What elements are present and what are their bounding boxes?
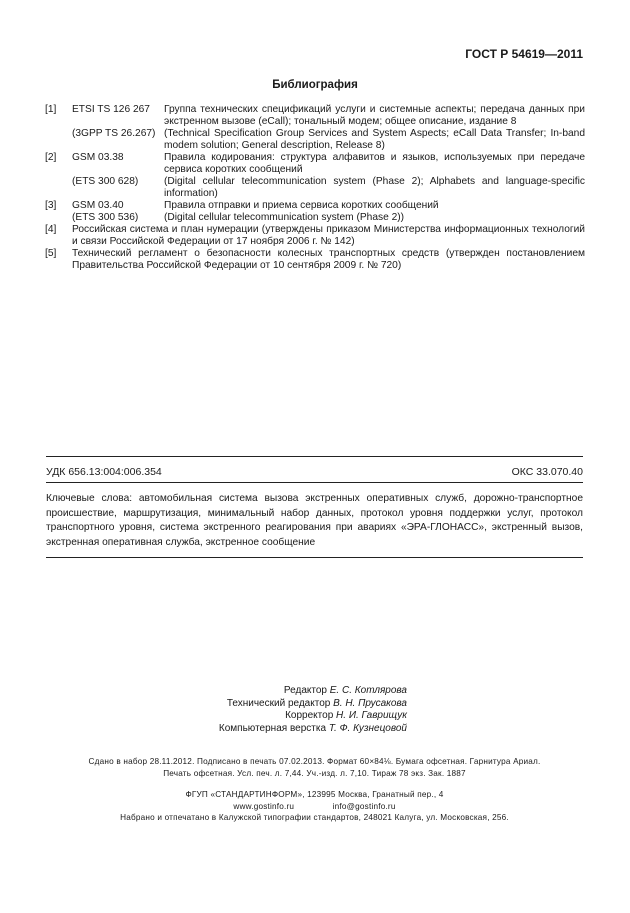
entry-number bbox=[45, 128, 72, 152]
bibliography-entry bbox=[45, 152, 585, 176]
entry-code: (ETS 300 536) bbox=[72, 212, 139, 223]
entry-number: [2] bbox=[45, 152, 57, 163]
entry-number bbox=[45, 212, 72, 224]
entry-text: Правила кодирования: структура алфавитов и языков, используемых при передаче сервиса коротких сообщений bbox=[164, 152, 585, 175]
print-info-line: Печать офсетная. Усл. печ. л. 7,44. Уч.-изд. л. 7,10. Тираж 78 экз. Зак. 1887 bbox=[163, 769, 466, 778]
udc-code: УДК 656.13:004:006.354 bbox=[46, 466, 162, 478]
entry-code: GSM 03.40 bbox=[72, 200, 124, 211]
classification-row bbox=[46, 466, 583, 478]
entry-text: Российская система и план нумерации (утверждены приказом Министерства информационных технологий и связи Российской Федерации от 17 ноября 2006 г. № 142) bbox=[72, 224, 585, 247]
entry-number bbox=[45, 176, 72, 200]
bibliography-entry bbox=[45, 212, 585, 224]
entry-text: Технический регламент о безопасности колесных транспортных средств (утвержден постановлением Правительства Российской Федерации от 10 сентября 2009 г. № 720) bbox=[72, 248, 585, 271]
bibliography-entry bbox=[45, 248, 585, 272]
entry-code: ETSI TS 126 267 bbox=[72, 104, 150, 115]
publisher-contacts bbox=[46, 801, 583, 813]
entry-number: [4] bbox=[45, 224, 57, 235]
credit-name: Н. И. Гаврищук bbox=[336, 710, 407, 721]
keywords-paragraph: Ключевые слова: автомобильная система вызова экстренных оперативных служб, дорожно-транспортное происшествие, маршрутизация, минимальный набор данных, протокол уровня поддержки услуг, протокол транспортного уровня, система экстренного реагирования при авариях «ЭРА-ГЛОНАСС», экстренный вызов, экстренная оперативная служба, экстренное сообщение bbox=[46, 493, 583, 548]
credit-line bbox=[140, 710, 407, 723]
print-info-line: Сдано в набор 28.11.2012. Подписано в печать 07.02.2013. Формат 60×84⅛. Бумага офсетная. Гарнитура Ариал. bbox=[88, 757, 541, 766]
bibliography-entry bbox=[45, 224, 585, 248]
print-info bbox=[46, 756, 583, 780]
bibliography-entry bbox=[45, 200, 585, 212]
credit-role: Компьютерная верстка bbox=[218, 722, 327, 734]
credit-role: Редактор bbox=[283, 685, 327, 696]
entry-number: [5] bbox=[45, 248, 57, 259]
entry-code: (3GPP TS 26.267) bbox=[72, 128, 156, 139]
publisher-info bbox=[46, 789, 583, 824]
entry-text: Правила отправки и приема сервиса коротких сообщений bbox=[164, 200, 439, 211]
credit-name: В. Н. Прусакова bbox=[333, 697, 407, 709]
publisher-website: www.gostinfo.ru bbox=[233, 801, 295, 811]
oks-code: ОКС 33.070.40 bbox=[511, 466, 583, 478]
entry-text: (Technical Specification Group Services and System Aspects; eCall Data Transfer; In-band modem solution; General description, Release 8) bbox=[164, 128, 585, 151]
bibliography-entry bbox=[45, 176, 585, 200]
bibliography-entry bbox=[45, 104, 585, 128]
credit-line bbox=[140, 698, 407, 711]
entry-text: (Digital cellular telecommunication system (Phase 2); Alphabets and language-specific information) bbox=[164, 176, 585, 199]
standard-code: ГОСТ Р 54619—2011 bbox=[465, 47, 583, 61]
divider-middle bbox=[46, 482, 583, 483]
credit-line bbox=[140, 723, 407, 736]
divider-bottom bbox=[46, 557, 583, 558]
bibliography-title: Библиография bbox=[272, 79, 358, 91]
publisher-address: ФГУП «СТАНДАРТИНФОРМ», 123995 Москва, Гранатный пер., 4 bbox=[185, 790, 444, 799]
divider-top bbox=[46, 456, 583, 457]
printer-info: Набрано и отпечатано в Калужской типографии стандартов, 248021 Калуга, ул. Московская, 256. bbox=[120, 813, 509, 822]
credits-block bbox=[140, 685, 407, 735]
entry-number: [1] bbox=[45, 104, 57, 115]
credit-role: Технический редактор bbox=[226, 697, 331, 709]
bibliography-list bbox=[45, 104, 585, 272]
credit-line bbox=[140, 685, 407, 698]
publisher-email: info@gostinfo.ru bbox=[332, 801, 396, 811]
bibliography-entry bbox=[45, 128, 585, 152]
entry-code: (ETS 300 628) bbox=[72, 176, 139, 187]
credit-name: Е. С. Котлярова bbox=[329, 685, 407, 696]
credit-name: Т. Ф. Кузнецовой bbox=[328, 722, 407, 734]
entry-text: Группа технических спецификаций услуги и системные аспекты; передача данных при экстренном вызове (eCall); тональный модем; общее описание, издание 8 bbox=[164, 104, 585, 127]
credit-role: Корректор bbox=[285, 710, 334, 721]
entry-code: GSM 03.38 bbox=[72, 152, 124, 163]
entry-text: (Digital cellular telecommunication system (Phase 2)) bbox=[164, 212, 405, 223]
entry-number: [3] bbox=[45, 200, 57, 211]
